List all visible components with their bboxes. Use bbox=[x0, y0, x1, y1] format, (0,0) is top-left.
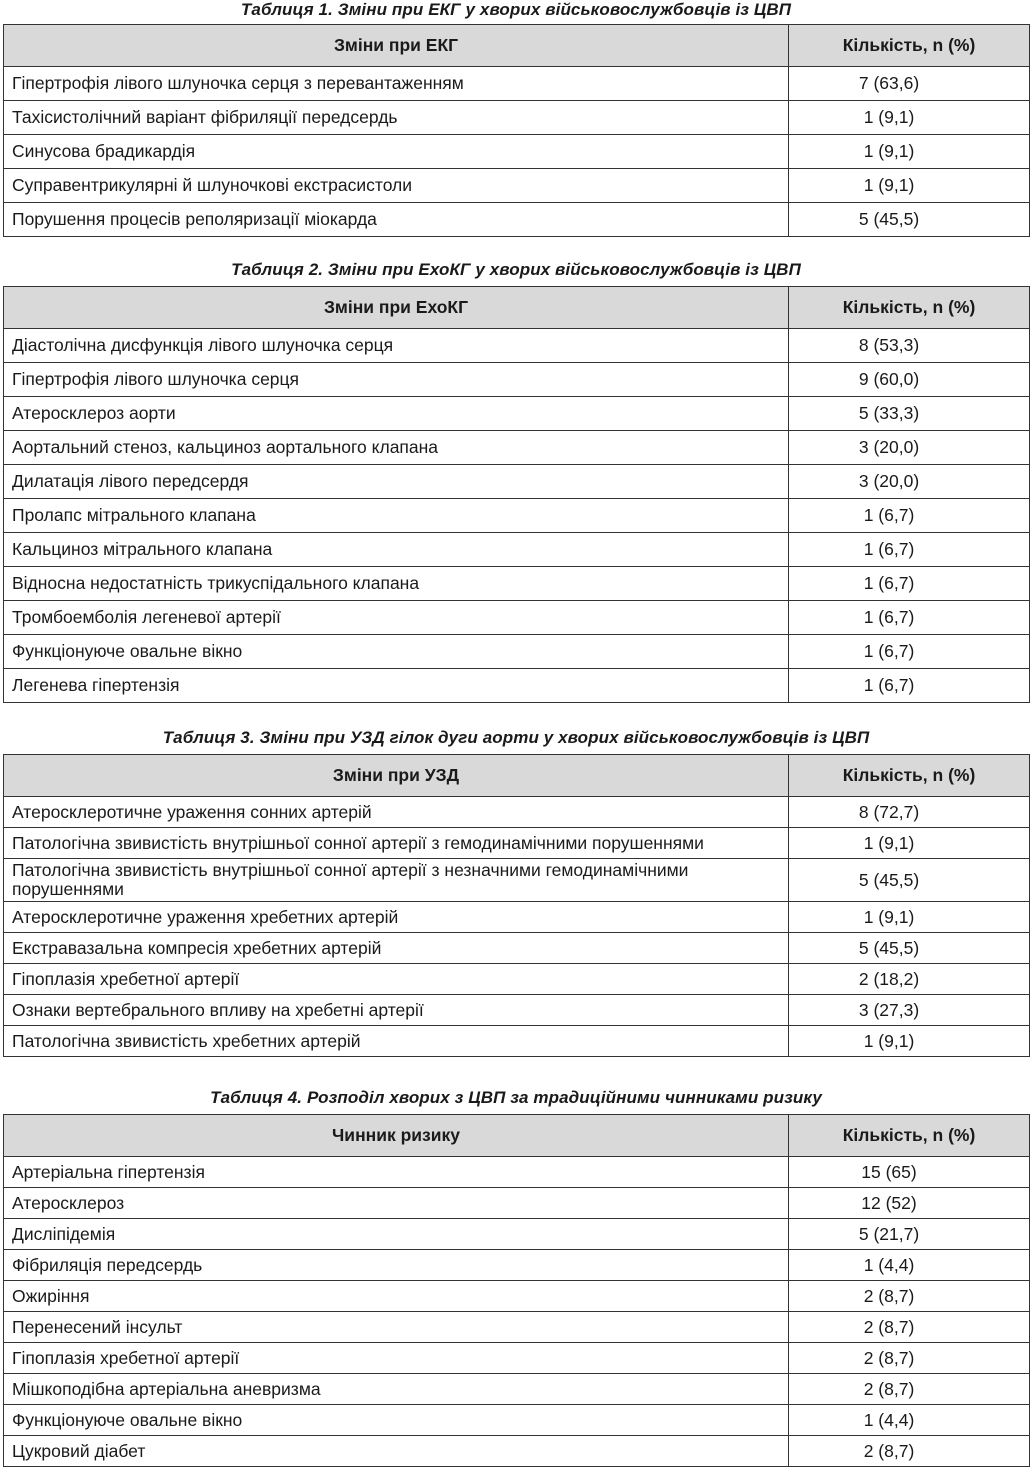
table-row bbox=[4, 601, 1030, 635]
table-row bbox=[4, 1026, 1030, 1057]
row-label: Перенесений інсульт bbox=[4, 1312, 789, 1343]
table-row bbox=[4, 797, 1030, 828]
row-label: Суправентрикулярні й шлуночкові екстрасистоли bbox=[4, 169, 789, 203]
row-label: Атеросклеротичне ураження сонних артерій bbox=[4, 797, 789, 828]
row-count-value: 8 (53,3) bbox=[789, 329, 1030, 363]
table-row bbox=[4, 828, 1030, 859]
row-count-value: 1 (9,1) bbox=[789, 101, 1030, 135]
row-count-value: 3 (20,0) bbox=[789, 431, 1030, 465]
row-count-value: 2 (18,2) bbox=[789, 964, 1030, 995]
row-label: Гіпертрофія лівого шлуночка серця з перевантаженням bbox=[4, 67, 789, 101]
row-label: Дилатація лівого передсердя bbox=[4, 465, 789, 499]
table-row bbox=[4, 533, 1030, 567]
row-label: Синусова брадикардія bbox=[4, 135, 789, 169]
row-count-value: 2 (8,7) bbox=[789, 1343, 1030, 1374]
row-count-value: 5 (21,7) bbox=[789, 1219, 1030, 1250]
row-count-value: 8 (72,7) bbox=[789, 797, 1030, 828]
row-count-value: 1 (6,7) bbox=[789, 567, 1030, 601]
row-count-value: 1 (9,1) bbox=[789, 135, 1030, 169]
column-header-changes: Зміни при ЕхоКГ bbox=[4, 287, 789, 329]
row-label: Гіпертрофія лівого шлуночка серця bbox=[4, 363, 789, 397]
row-count-value: 1 (4,4) bbox=[789, 1405, 1030, 1436]
column-header-risk-factor: Чинник ризику bbox=[4, 1115, 789, 1157]
row-label: Гіпоплазія хребетної артерії bbox=[4, 1343, 789, 1374]
table-row bbox=[4, 1312, 1030, 1343]
table-row bbox=[4, 1374, 1030, 1405]
row-label: Цукровий діабет bbox=[4, 1436, 789, 1467]
ecg-changes-table bbox=[3, 24, 1030, 237]
row-count-value: 5 (45,5) bbox=[789, 859, 1030, 902]
column-header-count: Кількість, n (%) bbox=[789, 1115, 1030, 1157]
row-label: Дисліпідемія bbox=[4, 1219, 789, 1250]
row-count-value: 9 (60,0) bbox=[789, 363, 1030, 397]
table-row bbox=[4, 933, 1030, 964]
row-label: Пролапс мітрального клапана bbox=[4, 499, 789, 533]
table-row bbox=[4, 567, 1030, 601]
row-label: Кальциноз мітрального клапана bbox=[4, 533, 789, 567]
column-header-count: Кількість, n (%) bbox=[789, 287, 1030, 329]
row-count-value: 1 (9,1) bbox=[789, 1026, 1030, 1057]
table-header-row bbox=[4, 287, 1030, 329]
table-row bbox=[4, 499, 1030, 533]
row-count-value: 1 (6,7) bbox=[789, 499, 1030, 533]
row-count-value: 1 (6,7) bbox=[789, 635, 1030, 669]
row-count-value: 1 (9,1) bbox=[789, 169, 1030, 203]
row-label: Артеріальна гіпертензія bbox=[4, 1157, 789, 1188]
table-row bbox=[4, 1405, 1030, 1436]
table2-caption: Таблиця 2. Зміни при ЕхоКГ у хворих військовослужбовців із ЦВП bbox=[231, 260, 801, 279]
row-label: Гіпоплазія хребетної артерії bbox=[4, 964, 789, 995]
row-label: Відносна недостатність трикуспідального клапана bbox=[4, 567, 789, 601]
table-row bbox=[4, 635, 1030, 669]
table-header-row bbox=[4, 755, 1030, 797]
table-row bbox=[4, 67, 1030, 101]
column-header-count: Кількість, n (%) bbox=[789, 25, 1030, 67]
echocg-changes-table bbox=[3, 286, 1030, 703]
table-row bbox=[4, 363, 1030, 397]
row-label: Атеросклероз аорти bbox=[4, 397, 789, 431]
table-row bbox=[4, 1188, 1030, 1219]
row-count-value: 1 (6,7) bbox=[789, 669, 1030, 703]
row-label: Атеросклеротичне ураження хребетних артерій bbox=[4, 902, 789, 933]
table-row bbox=[4, 669, 1030, 703]
table-row bbox=[4, 329, 1030, 363]
row-count-value: 1 (9,1) bbox=[789, 902, 1030, 933]
row-label: Ожиріння bbox=[4, 1281, 789, 1312]
row-count-value: 5 (33,3) bbox=[789, 397, 1030, 431]
table-row bbox=[4, 203, 1030, 237]
table1-caption: Таблиця 1. Зміни при ЕКГ у хворих військовослужбовців із ЦВП bbox=[240, 0, 792, 19]
table-row bbox=[4, 859, 1030, 902]
table-row bbox=[4, 1281, 1030, 1312]
column-header-count: Кількість, n (%) bbox=[789, 755, 1030, 797]
row-count-value: 12 (52) bbox=[789, 1188, 1030, 1219]
column-header-changes: Зміни при ЕКГ bbox=[4, 25, 789, 67]
row-label: Патологічна звивистість хребетних артерій bbox=[4, 1026, 789, 1057]
table-row bbox=[4, 1157, 1030, 1188]
row-label: Порушення процесів реполяризації міокарда bbox=[4, 203, 789, 237]
row-label: Функціонуюче овальне вікно bbox=[4, 1405, 789, 1436]
table-row bbox=[4, 465, 1030, 499]
table-row bbox=[4, 397, 1030, 431]
risk-factors-table bbox=[3, 1114, 1030, 1467]
table-row bbox=[4, 1250, 1030, 1281]
row-count-value: 3 (27,3) bbox=[789, 995, 1030, 1026]
row-count-value: 2 (8,7) bbox=[789, 1281, 1030, 1312]
row-label: Мішкоподібна артеріальна аневризма bbox=[4, 1374, 789, 1405]
row-label: Ознаки вертебрального впливу на хребетні артерії bbox=[4, 995, 789, 1026]
table-row bbox=[4, 431, 1030, 465]
row-count-value: 3 (20,0) bbox=[789, 465, 1030, 499]
table-header-row bbox=[4, 1115, 1030, 1157]
row-label: Легенева гіпертензія bbox=[4, 669, 789, 703]
table-row bbox=[4, 902, 1030, 933]
table-row bbox=[4, 964, 1030, 995]
row-count-value: 2 (8,7) bbox=[789, 1436, 1030, 1467]
row-label: Функціонуюче овальне вікно bbox=[4, 635, 789, 669]
row-label: Екстравазальна компресія хребетних артерій bbox=[4, 933, 789, 964]
row-count-value: 1 (6,7) bbox=[789, 533, 1030, 567]
row-count-value: 2 (8,7) bbox=[789, 1374, 1030, 1405]
row-count-value: 1 (4,4) bbox=[789, 1250, 1030, 1281]
row-count-value: 5 (45,5) bbox=[789, 203, 1030, 237]
table-row bbox=[4, 1436, 1030, 1467]
column-header-changes: Зміни при УЗД bbox=[4, 755, 789, 797]
table-row bbox=[4, 169, 1030, 203]
table4-caption: Таблиця 4. Розподіл хворих з ЦВП за традиційними чинниками ризику bbox=[210, 1088, 822, 1107]
row-label: Патологічна звивистість внутрішньої сонної артерії з незначними гемодинамічними порушеннями bbox=[4, 859, 789, 902]
row-label: Діастолічна дисфункція лівого шлуночка серця bbox=[4, 329, 789, 363]
table-row bbox=[4, 135, 1030, 169]
row-label: Фібриляція передсердь bbox=[4, 1250, 789, 1281]
row-count-value: 1 (6,7) bbox=[789, 601, 1030, 635]
row-count-value: 15 (65) bbox=[789, 1157, 1030, 1188]
row-label: Патологічна звивистість внутрішньої сонної артерії з гемодинамічними порушеннями bbox=[4, 828, 789, 859]
row-label: Аортальний стеноз, кальциноз аортального клапана bbox=[4, 431, 789, 465]
table-row bbox=[4, 1219, 1030, 1250]
table-row bbox=[4, 101, 1030, 135]
ultrasound-changes-table bbox=[3, 754, 1030, 1057]
row-count-value: 1 (9,1) bbox=[789, 828, 1030, 859]
row-count-value: 5 (45,5) bbox=[789, 933, 1030, 964]
row-count-value: 7 (63,6) bbox=[789, 67, 1030, 101]
table-row bbox=[4, 1343, 1030, 1374]
row-label: Тромбоемболія легеневої артерії bbox=[4, 601, 789, 635]
table-header-row bbox=[4, 25, 1030, 67]
row-label: Тахісистолічний варіант фібриляції передсердь bbox=[4, 101, 789, 135]
row-count-value: 2 (8,7) bbox=[789, 1312, 1030, 1343]
table3-caption: Таблиця 3. Зміни при УЗД гілок дуги аорти у хворих військовослужбовців із ЦВП bbox=[162, 728, 870, 747]
row-label: Атеросклероз bbox=[4, 1188, 789, 1219]
table-row bbox=[4, 995, 1030, 1026]
